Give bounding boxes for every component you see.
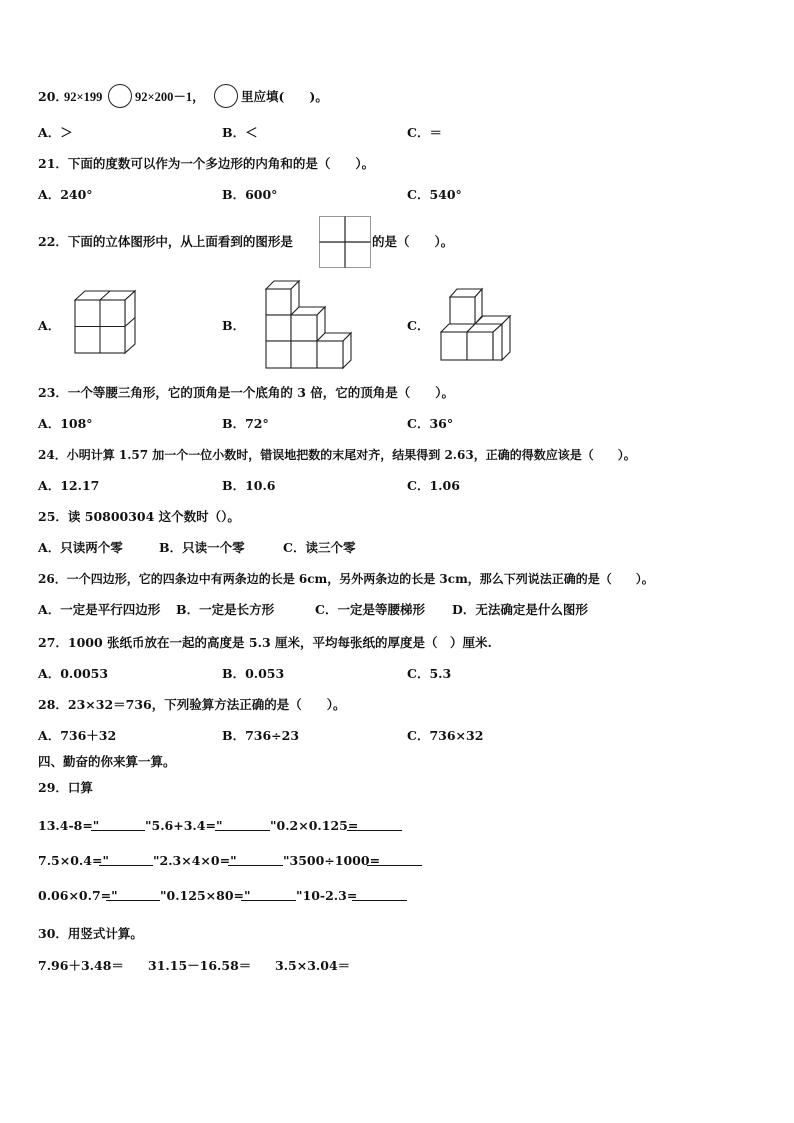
section-four-title: 四、勤奋的你来算一算。 <box>38 754 176 769</box>
q30-item1: 7.96＋3.48＝ <box>38 958 124 973</box>
q22-option-c-label[interactable]: C． <box>407 318 430 333</box>
q29-row2-item1: 7.5×0.4=" <box>38 853 109 868</box>
q29-row1-item3: "0.2×0.125= <box>270 818 359 833</box>
q28-stem: 28．23×32＝736，下列验算方法正确的是（ ）。 <box>38 697 346 712</box>
q23-option-a[interactable]: A．108° <box>38 416 93 431</box>
q26-option-d[interactable]: D．无法确定是什么图形 <box>452 602 588 617</box>
q22-stem-part2: 的是（ ）。 <box>372 234 454 249</box>
q20-option-a[interactable]: A．＞ <box>38 125 73 140</box>
q20-option-b[interactable]: B．＜ <box>222 125 258 140</box>
q28-option-a[interactable]: A．736＋32 <box>38 728 117 743</box>
q20-blank-circle[interactable] <box>108 84 132 108</box>
q24-option-a[interactable]: A．12.17 <box>38 478 100 493</box>
q30-title: 30．用竖式计算。 <box>38 926 143 941</box>
q29-row3-item2: "0.125×80=" <box>160 888 251 903</box>
q22-option-a-figure <box>75 290 137 356</box>
q22-option-b-figure <box>265 280 353 370</box>
q26-stem: 26．一个四边形，它的四条边中有两条边的长是 6cm，另外两条边的长是 3cm，那么下列说法正确的是（ ）。 <box>38 572 654 586</box>
q20-option-c[interactable]: C．＝ <box>407 125 442 140</box>
q25-stem: 25．读 50800304 这个数时（）。 <box>38 509 240 524</box>
q27-option-a[interactable]: A．0.0053 <box>38 666 109 681</box>
q29-row3-blank2[interactable] <box>241 900 296 901</box>
q30-item2: 31.15－16.58＝ <box>148 958 252 973</box>
q25-option-a[interactable]: A．只读两个零 <box>38 540 123 555</box>
q29-row1-blank3[interactable] <box>347 830 402 831</box>
q29-row3-item1: 0.06×0.7=" <box>38 888 118 903</box>
q23-stem: 23．一个等腰三角形，它的顶角是一个底角的 3 倍，它的顶角是（ ）。 <box>38 385 455 400</box>
q26-option-c[interactable]: C．一定是等腰梯形 <box>315 602 425 617</box>
q26-option-b[interactable]: B．一定是长方形 <box>176 602 275 617</box>
q29-row1-item1: 13.4-8=" <box>38 818 100 833</box>
q27-option-c[interactable]: C．5.3 <box>407 666 452 681</box>
q21-stem: 21．下面的度数可以作为一个多边形的内角和的是（ ）。 <box>38 156 375 171</box>
q22-option-b-label[interactable]: B． <box>222 318 246 333</box>
q28-option-b[interactable]: B．736÷23 <box>222 728 300 743</box>
q29-row3-blank3[interactable] <box>352 900 407 901</box>
q21-option-a[interactable]: A．240° <box>38 187 93 202</box>
q29-row2-blank2[interactable] <box>228 865 283 866</box>
q29-row3-item3: "10-2.3= <box>296 888 358 903</box>
q20-question-tail: 里应填( )。 <box>241 89 328 104</box>
q29-row1-item2: "5.6+3.4=" <box>145 818 223 833</box>
q20-expression-left: 92×199 <box>64 90 103 104</box>
q29-title: 29．口算 <box>38 780 93 795</box>
q22-option-c-figure <box>440 288 512 362</box>
q27-stem: 27．1000 张纸币放在一起的高度是 5.3 厘米，平均每张纸的厚度是（ ）厘米. <box>38 635 492 650</box>
q25-option-b[interactable]: B．只读一个零 <box>159 540 245 555</box>
q24-stem: 24．小明计算 1.57 加一个一位小数时，错误地把数的末尾对齐，结果得到 2.63，正确的得数应该是（ ）。 <box>38 448 636 462</box>
q23-option-b[interactable]: B．72° <box>222 416 269 431</box>
q29-row1-blank2[interactable] <box>215 830 270 831</box>
q30-item3: 3.5×3.04＝ <box>275 958 351 973</box>
q23-option-c[interactable]: C．36° <box>407 416 454 431</box>
q20-expression-right: 92×200－1， <box>135 90 205 104</box>
q22-top-view-figure <box>319 216 371 268</box>
q29-row2-blank1[interactable] <box>99 865 153 866</box>
q29-row2-item3: "3500÷1000= <box>283 853 381 868</box>
q29-row2-item2: "2.3×4×0=" <box>153 853 237 868</box>
q24-option-b[interactable]: B．10.6 <box>222 478 276 493</box>
q22-stem-part1: 22．下面的立体图形中，从上面看到的图形是 <box>38 234 293 249</box>
q29-row3-blank1[interactable] <box>106 900 160 901</box>
q26-option-a[interactable]: A．一定是平行四边形 <box>38 602 161 617</box>
q27-option-b[interactable]: B．0.053 <box>222 666 285 681</box>
q21-option-c[interactable]: C．540° <box>407 187 462 202</box>
q20-number: 20． <box>38 89 68 104</box>
q22-option-a-label[interactable]: A． <box>38 318 61 333</box>
q29-row1-blank1[interactable] <box>91 830 145 831</box>
q28-option-c[interactable]: C．736×32 <box>407 728 484 743</box>
q29-row2-blank3[interactable] <box>367 865 422 866</box>
q21-option-b[interactable]: B．600° <box>222 187 278 202</box>
q25-option-c[interactable]: C．读三个零 <box>283 540 356 555</box>
q20-circle-symbol <box>214 84 238 108</box>
q24-option-c[interactable]: C．1.06 <box>407 478 460 493</box>
